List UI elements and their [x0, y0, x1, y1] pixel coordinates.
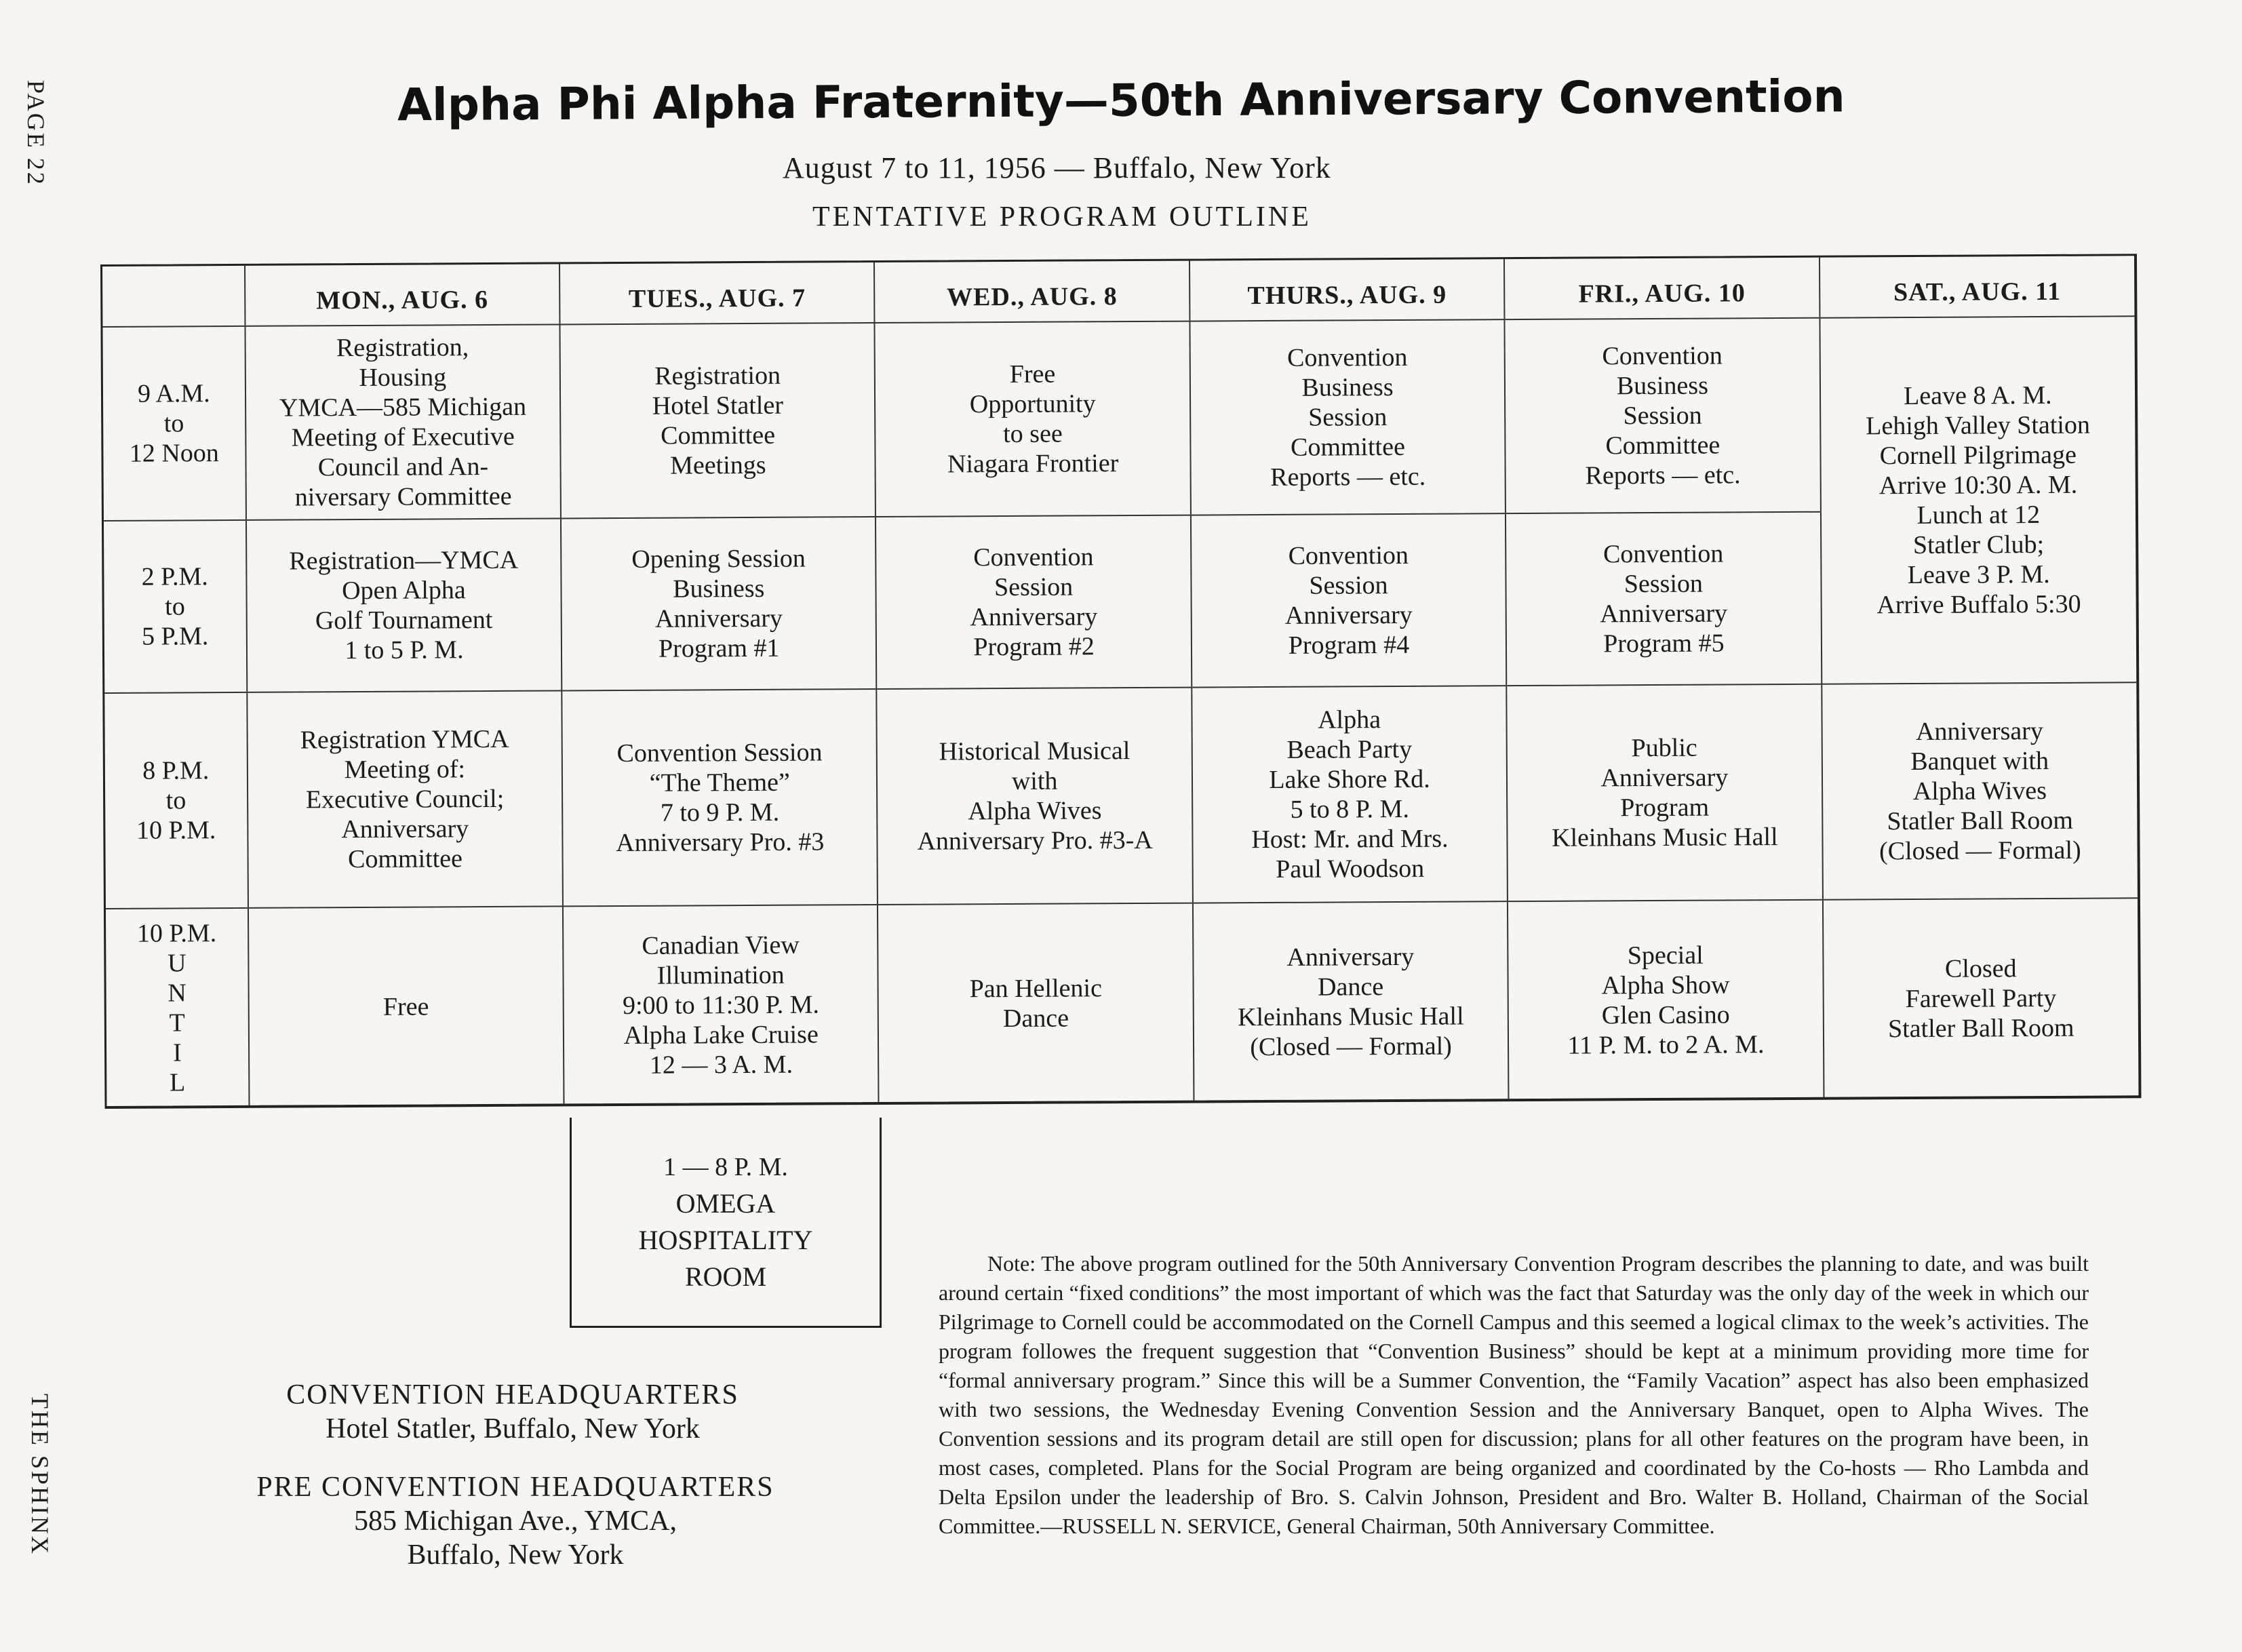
program-schedule-table: [102, 256, 2138, 1107]
program-cell: [563, 905, 879, 1104]
program-note: Note: The above program outlined for the 50th Anniversary Convention Program describes the planning to date, and was built around certain “fixed conditions” the most important of which was the fact that Saturday was the only day of the week in which our Pilgrimage to Cornell could be accommodated on the Cornell Campus and this seemed a logical climax to the week’s activities. The program followes the frequent suggestion that “Convention Business” should be kept at a minimum providing more time for “formal anniversary program.” Since this will be a Summer Convention, the “Family Vacation” aspect has also been emphasized with two sessions, the Wednesday Evening Convention Session and the Anniversary Banquet, open to Alpha Wives. The Convention sessions and its program detail are still open for discussion; plans for all other features on the program have been, in most cases, completed. Plans for the Social Program are being organized and coordinated by the Co-hosts — Rho Lambda and Delta Epsilon under the leadership of Bro. S. Calvin Johnson, President and Bro. Walter B. Holland, Chairman of the Social Committee.—RUSSELL N. SERVICE, General Chairman, 50th Anniversary Committee.: [939, 1251, 2089, 1538]
program-cell: [248, 906, 564, 1105]
program-cell-line: Beach Party: [1286, 734, 1413, 764]
program-cell-line: to see: [1003, 419, 1063, 449]
program-cell: [877, 688, 1193, 905]
program-cell-line: Historical Musical: [939, 736, 1130, 766]
program-cell-line: Convention: [1602, 539, 1724, 569]
program-cell: [561, 517, 877, 690]
program-cell-line: Housing: [359, 363, 447, 393]
program-cell-line: Leave 8 A. M.: [1904, 380, 2052, 411]
program-cell-line: Public: [1631, 733, 1697, 763]
headquarters-address: Hotel Statler, Buffalo, New York: [326, 1413, 700, 1444]
program-cell-line: Council and An-: [317, 452, 489, 482]
program-cell-line: Program #2: [973, 632, 1095, 662]
program-cell-line: Convention: [1602, 341, 1723, 371]
magazine-name: THE SPHINX: [26, 1394, 54, 1556]
program-cell-line: 1 to 5 P. M.: [345, 635, 464, 665]
day-header-sat: SAT., AUG. 11: [1820, 256, 2135, 317]
program-cell-line: Alpha Wives: [968, 796, 1102, 826]
program-cell-line: Program: [1620, 793, 1710, 823]
pre-headquarters-address-line: 585 Michigan Ave., YMCA,: [354, 1506, 677, 1537]
program-cell-line: Registration: [654, 361, 781, 391]
program-cell-line: Executive Council;: [305, 784, 505, 814]
program-cell-line: Special: [1627, 941, 1704, 970]
time-slot-cell: [104, 520, 247, 693]
program-cell-line: Opening Session: [631, 544, 806, 574]
program-cell: [878, 903, 1194, 1103]
day-header-fri: FRI., AUG. 10: [1504, 258, 1820, 319]
program-cell-line: Program #4: [1288, 630, 1410, 660]
program-cell: [1191, 513, 1507, 687]
program-cell-line: Business: [673, 574, 765, 604]
program-cell-line: Session: [1309, 571, 1388, 600]
program-cell-line: niversary Committee: [294, 481, 512, 512]
schedule-row: [106, 898, 2138, 1107]
program-cell-line: Dance: [1317, 972, 1384, 1002]
program-cell-line: Open Alpha: [342, 576, 466, 606]
program-cell-line: 12 — 3 A. M.: [649, 1050, 793, 1080]
time-slot-line: to: [165, 592, 185, 621]
program-cell-line: Committee: [1605, 431, 1720, 460]
schedule-row: [104, 682, 2138, 909]
time-slot-cell: [106, 908, 249, 1107]
program-cell-line: Host: Mr. and Mrs.: [1251, 824, 1449, 854]
program-cell-line: Session: [1624, 569, 1704, 599]
program-cell: [1820, 316, 2136, 684]
program-cell-line: Anniversary Pro. #3-A: [917, 825, 1153, 856]
convention-dates: August 7 to 11, 1956 — Buffalo, New York: [783, 151, 1331, 184]
program-cell-line: with: [1011, 766, 1058, 795]
program-cell-line: Banquet with: [1910, 746, 2049, 776]
program-cell-line: Illumination: [656, 960, 785, 990]
program-cell-line: Lake Shore Rd.: [1269, 764, 1430, 794]
program-cell-line: Leave 3 P. M.: [1907, 559, 2050, 590]
program-cell-line: Canadian View: [642, 930, 800, 960]
program-cell-line: Convention: [1288, 540, 1409, 570]
program-cell: [1506, 512, 1822, 686]
time-slot-line: 10 P.M.: [136, 816, 216, 845]
program-cell: [246, 518, 562, 692]
program-cell-line: Cornell Pilgrimage: [1879, 440, 2077, 471]
time-slot-line: 5 P.M.: [142, 622, 209, 651]
program-outline-heading: TENTATIVE PROGRAM OUTLINE: [812, 201, 1312, 233]
program-cell-line: Session: [994, 572, 1074, 602]
program-cell-line: Anniversary: [1600, 599, 1728, 629]
pre-headquarters-address-line: Buffalo, New York: [407, 1539, 624, 1571]
program-cell-line: Closed: [1944, 953, 2017, 983]
time-slot-line: I: [173, 1038, 182, 1067]
time-slot-line: 10 P.M.: [136, 918, 217, 948]
pre-convention-headquarters: [243, 1470, 788, 1572]
pre-headquarters-title: PRE CONVENTION HEADQUARTERS: [256, 1472, 774, 1503]
time-slot-line: 2 P.M.: [141, 562, 208, 591]
program-cell-line: Anniversary: [1915, 717, 2043, 746]
program-cell: [562, 689, 878, 906]
program-cell-line: (Closed — Formal): [1879, 835, 2081, 866]
hospitality-time: 1 — 8 P. M.: [663, 1153, 788, 1181]
time-slot-line: T: [169, 1008, 185, 1037]
program-cell: [1193, 901, 1509, 1101]
program-cell-line: Anniversary Pro. #3: [616, 827, 825, 858]
program-cell-line: Alpha Wives: [1912, 776, 2047, 806]
program-cell-line: Anniversary: [1600, 763, 1729, 793]
program-cell-line: Arrive 10:30 A. M.: [1879, 470, 2078, 500]
time-slot-line: L: [169, 1067, 186, 1097]
program-cell-line: Free: [1009, 359, 1056, 389]
program-cell-line: Statler Ball Room: [1887, 1013, 2074, 1043]
program-cell-line: Anniversary: [1286, 942, 1415, 972]
program-cell: [245, 324, 561, 519]
time-slot-line: U: [167, 948, 186, 977]
schedule-frame: [100, 254, 2141, 1109]
time-slot-cell: [102, 326, 245, 521]
time-slot-line: 8 P.M.: [142, 756, 210, 785]
program-cell-line: (Closed — Formal): [1250, 1031, 1453, 1061]
program-cell-line: 5 to 8 P. M.: [1290, 794, 1410, 824]
program-cell-line: Business: [1616, 371, 1709, 401]
day-header-tues: TUES., AUG. 7: [559, 262, 875, 324]
program-cell-line: Pan Hellenic: [969, 973, 1102, 1003]
program-cell-line: Arrive Buffalo 5:30: [1876, 589, 2081, 620]
program-cell-line: Kleinhans Music Hall: [1237, 1001, 1464, 1031]
program-cell-line: Program #1: [658, 633, 780, 663]
program-cell-line: Registration—YMCA: [289, 545, 519, 576]
day-header-wed: WED., AUG. 8: [874, 261, 1189, 323]
program-cell-line: Meeting of Executive: [291, 422, 515, 452]
program-cell-line: YMCA—585 Michigan: [279, 392, 527, 422]
program-cell-line: “The Theme”: [649, 768, 790, 798]
program-cell-line: Lunch at 12: [1916, 500, 2041, 530]
program-cell: [875, 321, 1191, 517]
time-slot-line: to: [165, 786, 186, 815]
program-cell-line: Free: [382, 991, 429, 1021]
program-cell-line: Session: [1623, 401, 1702, 431]
program-cell-line: Convention: [1286, 342, 1408, 372]
program-cell-line: Anniversary: [1284, 600, 1413, 630]
hospitality-line: OMEGA: [675, 1188, 776, 1219]
program-cell-line: 7 to 9 P. M.: [660, 798, 780, 827]
program-cell-line: Kleinhans Music Hall: [1551, 823, 1778, 852]
program-cell-line: Alpha: [1318, 705, 1381, 734]
program-cell-line: Lehigh Valley Station: [1866, 410, 2091, 441]
program-cell-line: Anniversary: [970, 602, 1098, 632]
program-cell: [876, 515, 1192, 689]
page-title: Alpha Phi Alpha Fraternity—50th Anniversary Convention: [397, 70, 1845, 132]
omega-hospitality-room-box: [570, 1118, 882, 1328]
program-cell-line: Alpha Lake Cruise: [623, 1019, 819, 1050]
time-slot-line: 12 Noon: [129, 439, 219, 468]
time-slot-cell: [104, 692, 248, 909]
program-cell-line: Committee: [661, 420, 776, 450]
schedule-row: [102, 316, 2135, 521]
program-cell: [560, 323, 876, 518]
program-cell-line: Opportunity: [969, 389, 1096, 419]
program-cell: [1506, 684, 1822, 901]
time-slot-line: to: [163, 409, 184, 438]
program-cell: [1823, 898, 2139, 1097]
program-cell-line: Dance: [1002, 1004, 1069, 1033]
program-cell-line: Alpha Show: [1601, 970, 1730, 1000]
program-cell-line: 11 P. M. to 2 A. M.: [1567, 1029, 1765, 1060]
program-cell-line: Anniversary: [654, 604, 783, 633]
convention-headquarters: [282, 1378, 743, 1446]
program-cell: [1505, 318, 1821, 513]
program-cell-line: Reports — etc.: [1585, 460, 1741, 490]
program-cell-line: Committee: [1290, 432, 1406, 462]
program-cell-line: Convention: [973, 543, 1094, 572]
program-cell-line: Glen Casino: [1601, 1000, 1730, 1029]
program-cell-line: Committee: [347, 844, 463, 874]
program-cell: [1192, 686, 1508, 903]
day-header-thurs: THURS., AUG. 9: [1189, 259, 1505, 321]
program-cell-line: Program #5: [1603, 629, 1725, 658]
time-column-header: [102, 266, 245, 327]
program-cell: [1822, 682, 2138, 899]
day-header-mon: MON., AUG. 6: [245, 264, 560, 326]
program-cell-line: Statler Ball Room: [1887, 806, 2073, 836]
program-cell-line: Meetings: [670, 450, 766, 480]
program-cell-line: Farewell Party: [1905, 983, 2057, 1013]
headquarters-title: CONVENTION HEADQUARTERS: [286, 1379, 739, 1411]
time-slot-line: N: [168, 978, 186, 1007]
program-cell-line: Golf Tournament: [315, 605, 493, 635]
hospitality-line: HOSPITALITY: [638, 1225, 813, 1255]
schedule-header-row: [102, 256, 2134, 327]
program-cell-line: Business: [1301, 373, 1394, 402]
program-cell: [1189, 319, 1506, 515]
program-cell-line: Anniversary: [341, 814, 469, 844]
program-cell-line: Meeting of:: [344, 755, 466, 785]
program-cell-line: Niagara Frontier: [947, 449, 1119, 479]
program-cell-line: Statler Club;: [1912, 530, 2045, 560]
program-cell-line: Registration,: [336, 333, 469, 363]
time-slot-line: 9 A.M.: [137, 379, 210, 408]
program-cell: [247, 690, 563, 907]
program-cell-line: Registration YMCA: [300, 724, 509, 755]
program-cell-line: Hotel Statler: [652, 391, 784, 420]
program-cell-line: 9:00 to 11:30 P. M.: [622, 989, 820, 1020]
page-number: PAGE 22: [22, 80, 50, 186]
program-cell-line: Paul Woodson: [1276, 854, 1425, 884]
program-cell-line: Session: [1308, 403, 1388, 432]
program-cell: [1508, 900, 1824, 1099]
hospitality-line: ROOM: [684, 1261, 767, 1292]
program-cell-line: Convention Session: [616, 738, 823, 768]
program-cell-line: Reports — etc.: [1270, 462, 1426, 492]
